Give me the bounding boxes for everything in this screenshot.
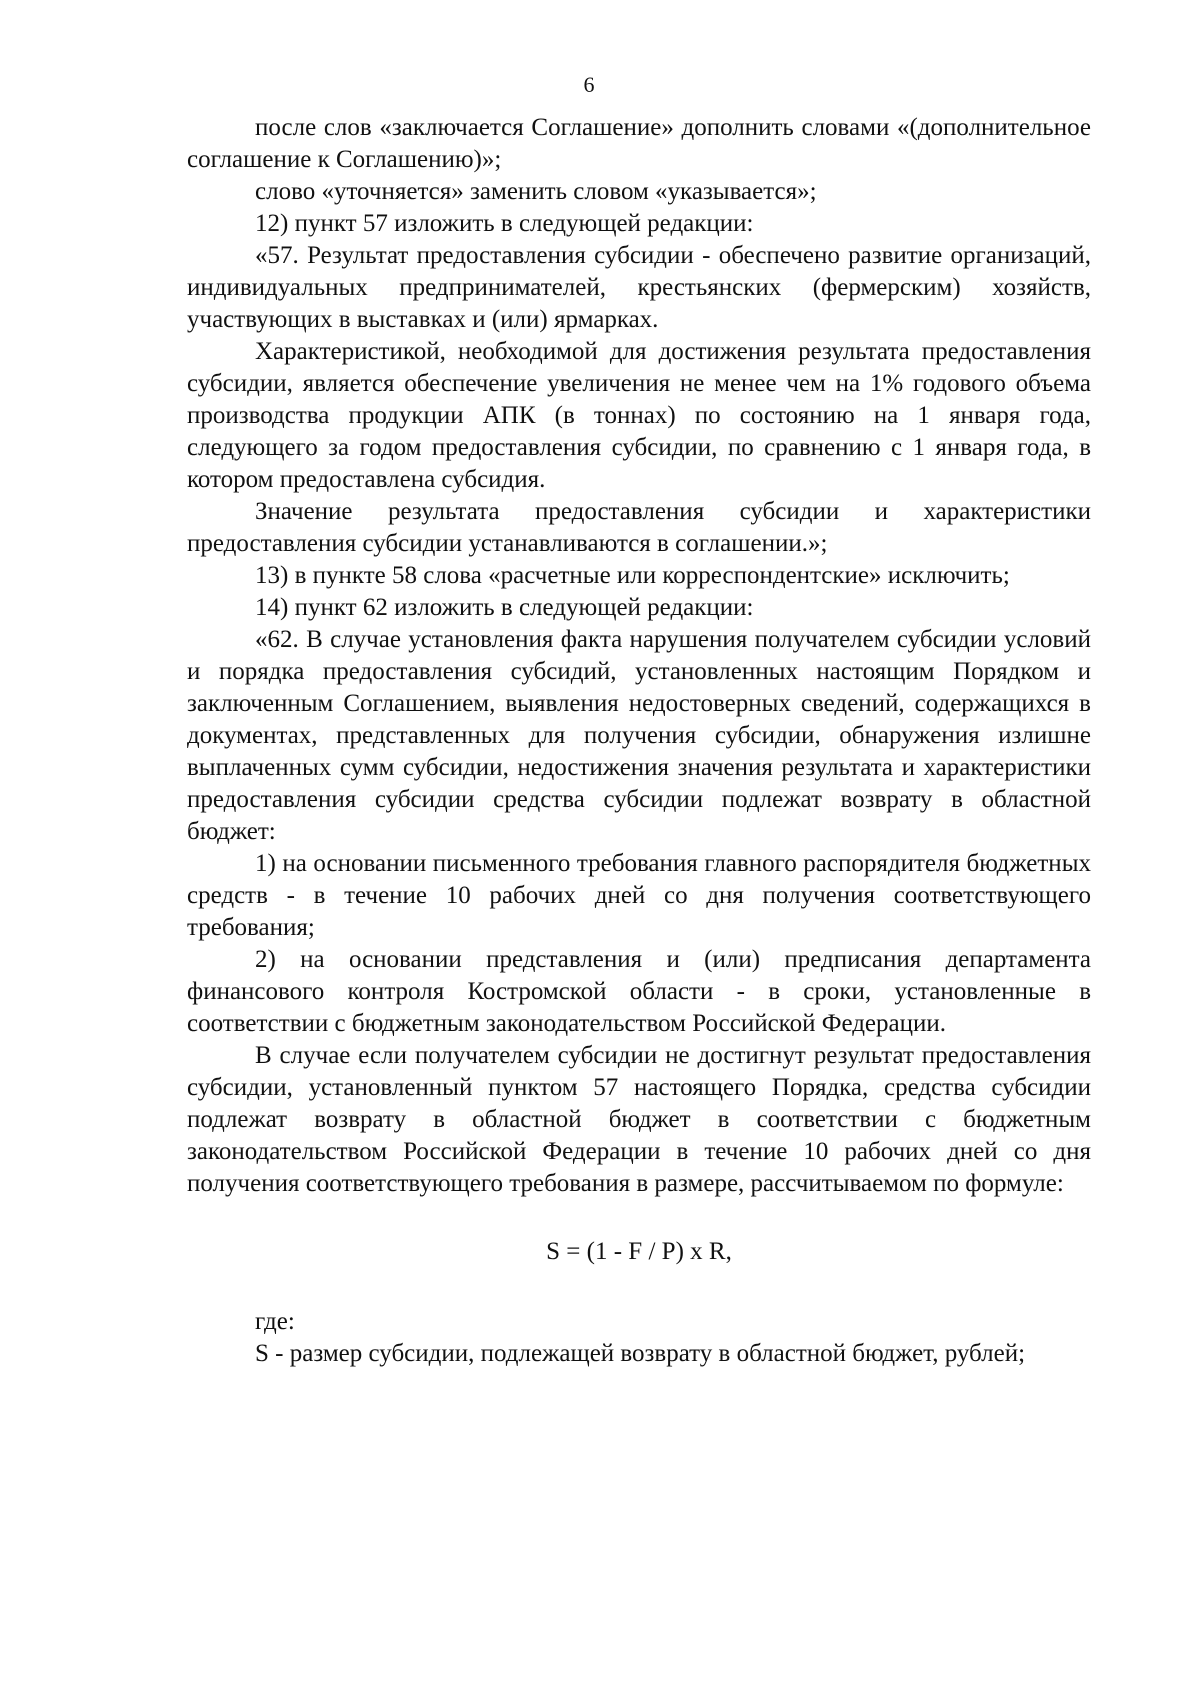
paragraph-s-definition: S - размер субсидии, подлежащей возврату в областной бюджет, рублей; <box>255 1340 1026 1367</box>
document-body <box>187 112 1091 1370</box>
paragraph-2: слово «уточняется» заменить словом «указывается»; <box>255 178 817 205</box>
paragraph-3: 12) пункт 57 изложить в следующей редакции: <box>255 210 754 237</box>
paragraph-10: 1) на основании письменного требования главного распорядителя бюджетных средств - в течение 10 рабочих дней со дня получения соответствующего требования; <box>187 850 1091 941</box>
paragraph-9: «62. В случае установления факта нарушения получателем субсидии условий и порядка предоставления субсидий, установленных настоящим Порядком и заключенным Соглашением, выявления недостоверных сведений, содержащихся в документах, представленных для получения субсидии, обнаружения излишне выплаченных сумм субсидии, недостижения значения результата и характеристики предоставления субсидии средства субсидии подлежат возврату в областной бюджет: <box>187 626 1091 845</box>
paragraph-4: «57. Результат предоставления субсидии - обеспечено развитие организаций, индивидуальных предпринимателей, крестьянских (фермерским) хозяйств, участвующих в выставках и (или) ярмарках. <box>187 242 1091 333</box>
paragraph-1: после слов «заключается Соглашение» дополнить словами «(дополнительное соглашение к Соглашению)»; <box>187 114 1091 173</box>
paragraph-7: 13) в пункте 58 слова «расчетные или корреспондентские» исключить; <box>255 562 1010 589</box>
paragraph-5: Характеристикой, необходимой для достижения результата предоставления субсидии, является обеспечение увеличения не менее чем на 1% годового объема производства продукции АПК (в тоннах) по состоянию на 1 января года, следующего за годом предоставления субсидии, по сравнению с 1 января года, в котором предоставлена субсидия. <box>187 338 1091 493</box>
paragraph-6: Значение результата предоставления субсидии и характеристики предоставления субсидии устанавливаются в соглашении.»; <box>187 498 1091 557</box>
page-number: 6 <box>583 72 595 97</box>
formula: S = (1 - F / P) x R, <box>546 1238 732 1265</box>
paragraph-where: где: <box>255 1308 295 1335</box>
paragraph-11: 2) на основании представления и (или) предписания департамента финансового контроля Костромской области - в сроки, установленные в соответствии с бюджетным законодательством Российской Федерации. <box>187 946 1091 1037</box>
paragraph-8: 14) пункт 62 изложить в следующей редакции: <box>255 594 754 621</box>
paragraph-12: В случае если получателем субсидии не достигнут результат предоставления субсидии, установленный пунктом 57 настоящего Порядка, средства субсидии подлежат возврату в областной бюджет в соответствии с бюджетным законодательством Российской Федерации в течение 10 рабочих дней со дня получения соответствующего требования в размере, рассчитываемом по формуле: <box>187 1042 1091 1197</box>
